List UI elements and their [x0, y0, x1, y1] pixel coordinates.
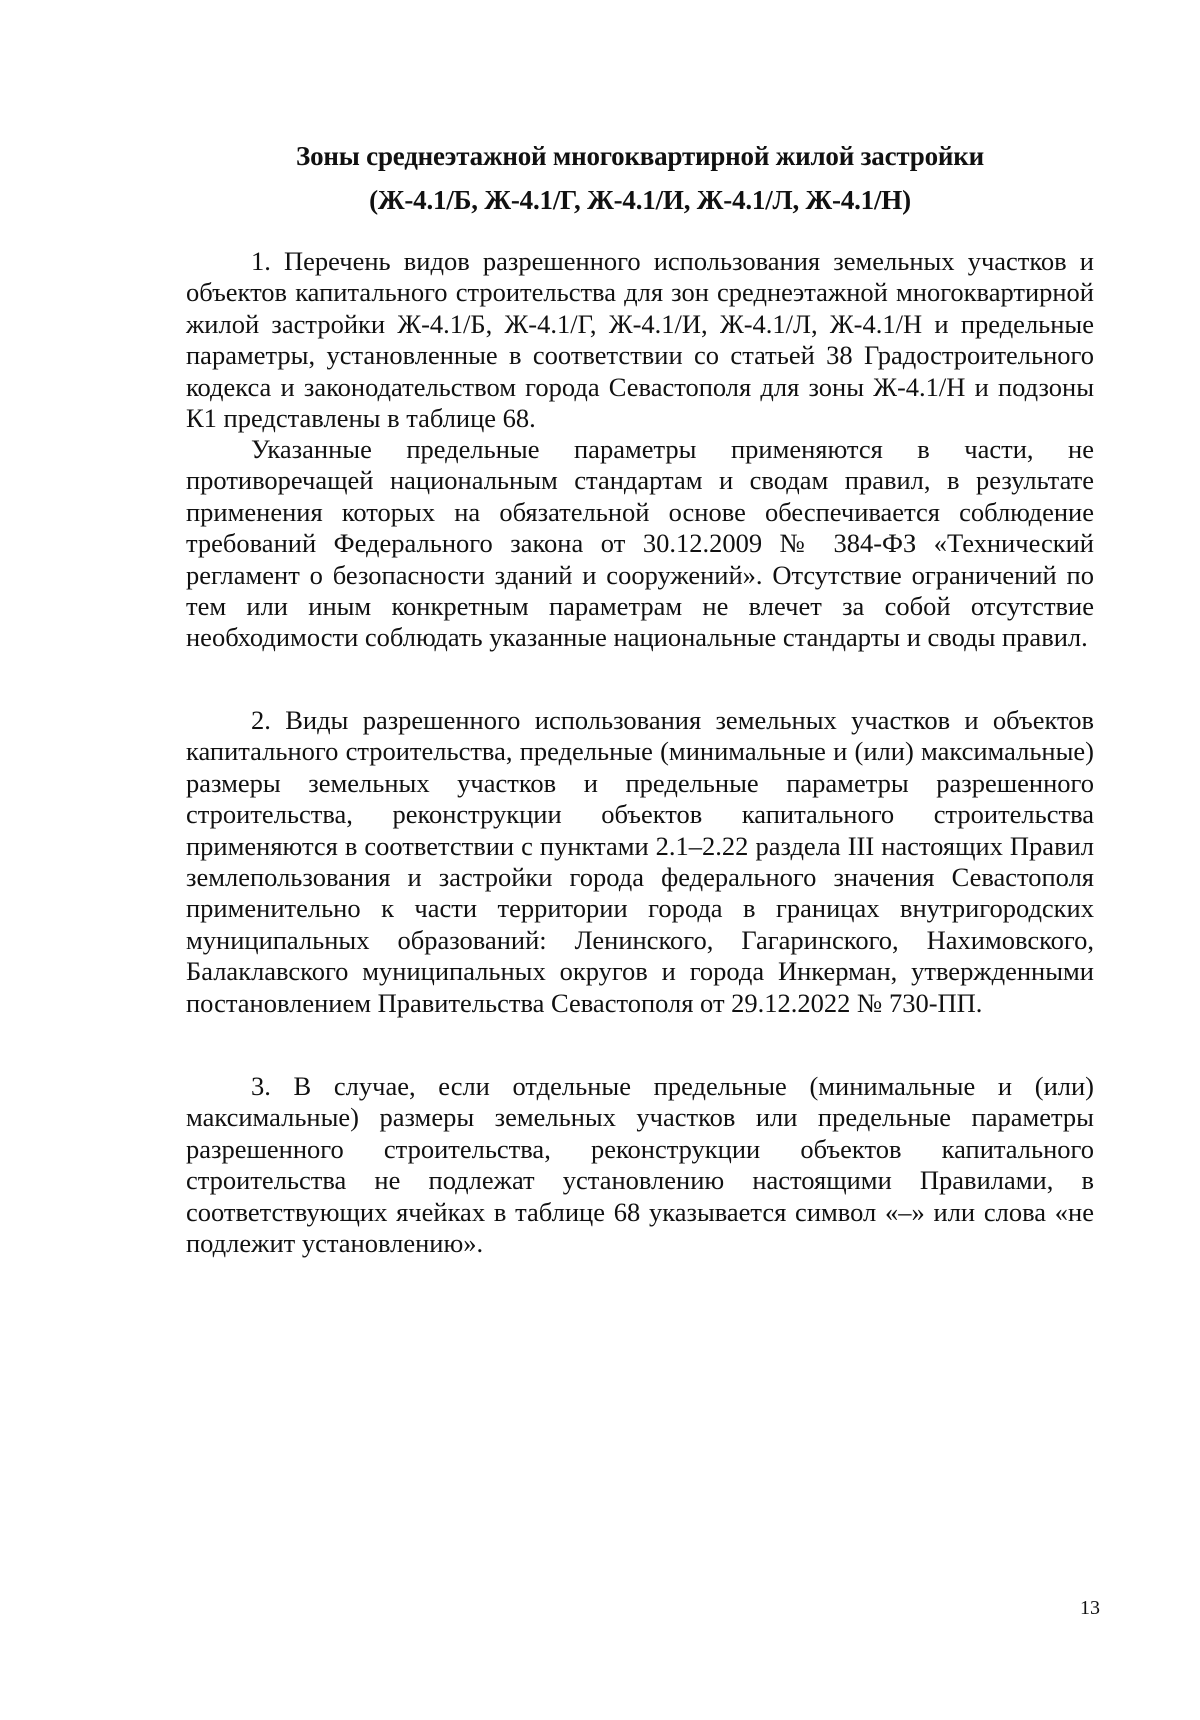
- page-number: 13: [1080, 1597, 1100, 1619]
- paragraph-4: 3. В случае, если отдельные предельные (минимальные и (или) максимальные) размеры земельных участков или предельные параметры разрешенного строительства, реконструкции объектов капитального строительства не подлежат установлению настоящими Правилами, в соответствующих ячейках в таблице 68 указывается символ «–» или слова «не подлежит установлению».: [186, 1071, 1094, 1259]
- document-heading-line-1: Зоны среднеэтажной многоквартирной жилой застройки: [296, 141, 984, 171]
- paragraph-2: Указанные предельные параметры применяются в части, не противоречащей национальным стандартам и сводам правил, в результате применения которых на обязательной основе обеспечивается соблюдение требований Федерального закона от 30.12.2009 № 384-ФЗ «Технический регламент о безопасности зданий и сооружений». Отсутствие ограничений по тем или иным конкретным параметрам не влечет за собой отсутствие необходимости соблюдать указанные национальные стандарты и своды правил.: [186, 434, 1094, 653]
- paragraph-4-container: [186, 1071, 1094, 1259]
- paragraph-1-container: [186, 246, 1094, 434]
- paragraph-3-container: [186, 705, 1094, 1019]
- paragraph-2-container: [186, 434, 1094, 654]
- document-heading-line-2: (Ж-4.1/Б, Ж-4.1/Г, Ж-4.1/И, Ж-4.1/Л, Ж-4.1/Н): [369, 185, 911, 215]
- paragraph-1: 1. Перечень видов разрешенного использования земельных участков и объектов капитального строительства для зон среднеэтажной многоквартирной жилой застройки Ж-4.1/Б, Ж-4.1/Г, Ж-4.1/И, Ж-4.1/Л, Ж-4.1/Н и предельные параметры, установленные в соответствии со статьей 38 Градостроительного кодекса и законодательством города Севастополя для зоны Ж-4.1/Н и подзоны К1 представлены в таблице 68.: [186, 246, 1094, 434]
- paragraph-3: 2. Виды разрешенного использования земельных участков и объектов капитального строительства, предельные (минимальные и (или) максимальные) размеры земельных участков и предельные параметры разрешенного строительства, реконструкции объектов капитального строительства применяются в соответствии с пунктами 2.1–2.22 раздела III настоящих Правил землепользования и застройки города федерального значения Севастополя применительно к части территории города в границах внутригородских муниципальных образований: Ленинского, Гагаринского, Нахимовского, Балаклавского муниципальных округов и города Инкерман, утвержденными постановлением Правительства Севастополя от 29.12.2022 № 730-ПП.: [186, 705, 1094, 1018]
